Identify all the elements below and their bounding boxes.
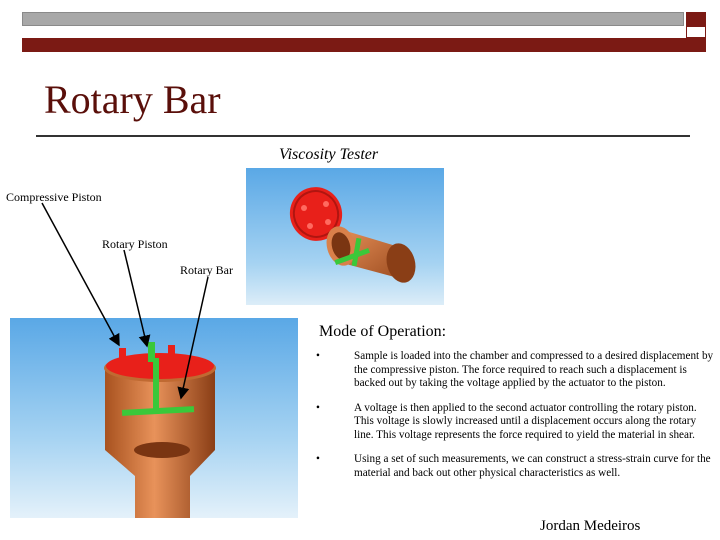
list-item bbox=[314, 350, 714, 391]
mode-item-text: Using a set of such measurements, we can construct a stress-strain curve for the material and back out other physical characteristics as well. bbox=[354, 453, 711, 479]
author-name: Jordan Medeiros bbox=[540, 518, 641, 534]
mode-item-text: Sample is loaded into the chamber and compressed to a desired displacement by the compressive piston. The force required to reach such a displacement is backed out by taking the voltage applied by the actuator to the piston. bbox=[354, 350, 714, 389]
list-item bbox=[314, 402, 714, 443]
label-compressive-piston: Compressive Piston bbox=[6, 190, 102, 204]
list-item bbox=[314, 453, 714, 480]
mode-heading: Mode of Operation: bbox=[319, 323, 447, 340]
slide-title: Rotary Bar bbox=[44, 77, 221, 122]
mode-list bbox=[314, 350, 714, 491]
bullet-icon: • bbox=[316, 350, 320, 362]
mode-item-text: A voltage is then applied to the second actuator controlling the rotary piston. This voltage is slowly increased until a displacement occurs along the rotary line. This voltage represents the force required to yield the material in shear. bbox=[354, 401, 697, 441]
label-rotary-piston: Rotary Piston bbox=[102, 237, 168, 251]
bullet-icon: • bbox=[316, 401, 320, 414]
label-rotary-bar: Rotary Bar bbox=[180, 263, 233, 277]
arrow-rotary-piston bbox=[124, 250, 147, 346]
arrow-compressive-piston bbox=[42, 203, 119, 345]
bullet-icon: • bbox=[316, 453, 320, 465]
slide-subtitle: Viscosity Tester bbox=[279, 146, 379, 163]
arrow-rotary-bar bbox=[181, 277, 208, 398]
